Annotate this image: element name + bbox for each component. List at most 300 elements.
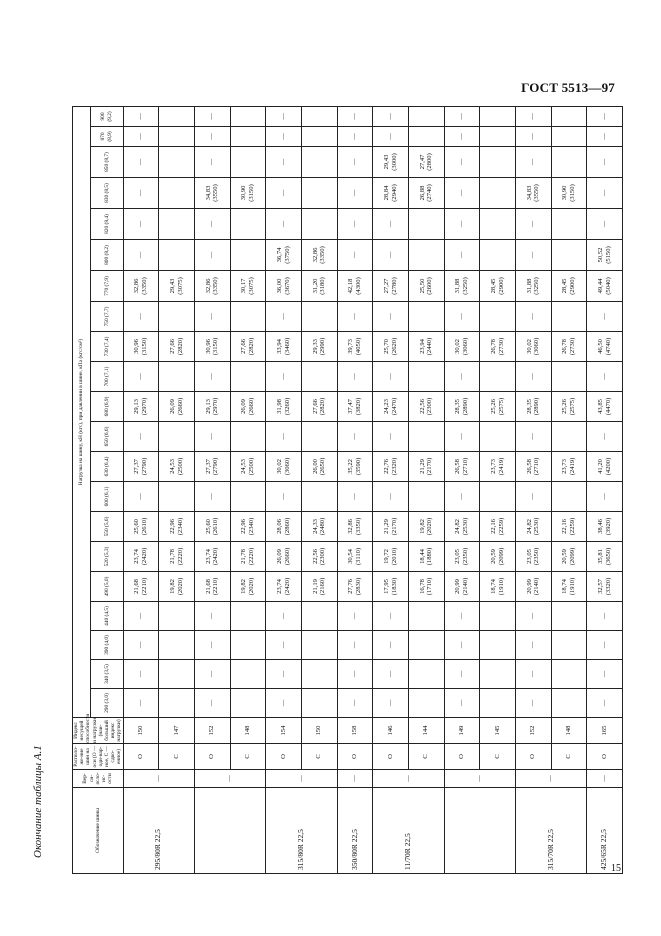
load-value-cell: 25,60 (2610)	[123, 512, 159, 542]
load-value-cell: —	[123, 362, 159, 392]
load-value-cell: 20,99 (2140)	[515, 572, 551, 602]
load-value-cell	[301, 127, 337, 147]
load-value-cell	[230, 602, 266, 631]
tire-designation: 295/80R 22,5	[123, 788, 194, 874]
config-cell: С	[408, 744, 444, 770]
load-value-cell: —	[266, 362, 302, 392]
load-value-cell: 22,16 (2259)	[551, 512, 587, 542]
index-cell: 150	[301, 718, 337, 744]
load-value-cell: —	[194, 660, 230, 689]
load-value-cell	[408, 660, 444, 689]
load-value-cell	[230, 660, 266, 689]
load-value-cell: —	[123, 482, 159, 512]
load-value-cell: —	[373, 209, 409, 240]
load-value-cell: —	[515, 689, 551, 718]
index-cell: 165	[587, 718, 623, 744]
load-value-cell: 26,09 (2660)	[266, 542, 302, 572]
load-value-cell	[551, 631, 587, 660]
load-value-cell	[230, 147, 266, 178]
load-value-cell: —	[444, 689, 480, 718]
load-value-cell: 30,90 (3150)	[230, 178, 266, 209]
load-value-cell	[480, 482, 516, 512]
pressure-header: 340 (3,5)	[90, 660, 123, 689]
load-value-cell: —	[123, 660, 159, 689]
load-value-cell: 24,33 (2480)	[301, 512, 337, 542]
load-value-cell: —	[266, 209, 302, 240]
load-value-cell: —	[444, 302, 480, 332]
load-value-cell: 32,57 (3320)	[587, 572, 623, 602]
load-value-cell: —	[337, 127, 373, 147]
load-value-cell: —	[373, 127, 409, 147]
index-cell: 145	[480, 718, 516, 744]
load-value-cell: 22,96 (2340)	[159, 512, 195, 542]
load-value-cell	[159, 107, 195, 127]
tire-designation: 315/80R 22,5	[266, 788, 337, 874]
load-value-cell: 32,86 (3350)	[337, 512, 373, 542]
load-value-cell: —	[444, 127, 480, 147]
load-value-cell: 25,70 (2620)	[373, 332, 409, 362]
pressure-header: 830 (8,5)	[90, 178, 123, 209]
load-value-cell	[301, 178, 337, 209]
load-value-cell: —	[587, 362, 623, 392]
load-value-cell: 31,20 (3180)	[301, 271, 337, 302]
load-value-cell: —	[373, 362, 409, 392]
load-value-cell	[301, 209, 337, 240]
load-value-cell: 27,27 (2780)	[373, 271, 409, 302]
load-value-cell: 23,74 (2420)	[266, 572, 302, 602]
load-value-cell: 28,84 (2940)	[373, 178, 409, 209]
pressure-header: 730 (7,4)	[90, 332, 123, 362]
config-cell: С	[551, 744, 587, 770]
load-value-cell	[480, 240, 516, 271]
load-value-cell: —	[444, 209, 480, 240]
load-value-cell: 33,94 (3460)	[266, 332, 302, 362]
load-value-cell: —	[587, 107, 623, 127]
pressure-header: 600 (6,1)	[90, 482, 123, 512]
load-value-cell: —	[337, 107, 373, 127]
table-caption: Окончание таблицы А.1	[32, 745, 44, 858]
index-cell: 148	[551, 718, 587, 744]
load-value-cell	[408, 689, 444, 718]
version-cell: —	[587, 770, 623, 788]
load-value-cell: 25,26 (2575)	[551, 392, 587, 422]
table-body	[123, 107, 622, 874]
load-value-cell: —	[194, 240, 230, 271]
load-value-cell: —	[123, 127, 159, 147]
load-value-cell: 32,86 (3350)	[123, 271, 159, 302]
config-cell: О	[515, 744, 551, 770]
load-value-cell: 22,56 (2300)	[408, 392, 444, 422]
load-value-cell: 29,13 (2970)	[194, 392, 230, 422]
pressure-header: 820 (8,4)	[90, 209, 123, 240]
load-value-cell: 23,74 (2420)	[123, 542, 159, 572]
load-value-cell: 19,82 (2020)	[408, 512, 444, 542]
load-value-cell: —	[515, 362, 551, 392]
load-value-cell: —	[373, 240, 409, 271]
load-value-cell: 19,72 (2010)	[373, 542, 409, 572]
load-value-cell	[159, 362, 195, 392]
pressure-header: 870 (8,9)	[90, 127, 123, 147]
pressure-header: 490 (5,0)	[90, 572, 123, 602]
load-value-cell: 30,90 (3150)	[551, 178, 587, 209]
load-value-cell	[159, 240, 195, 271]
load-value-cell: 36,74 (3750)	[266, 240, 302, 271]
load-value-cell: 30,02 (3060)	[266, 452, 302, 482]
pressure-header: 520 (5,3)	[90, 542, 123, 572]
version-cell: —	[123, 770, 194, 788]
load-value-cell: 26,58 (2710)	[444, 452, 480, 482]
load-value-cell: 21,78 (2220)	[230, 542, 266, 572]
load-value-cell	[230, 422, 266, 452]
load-value-cell	[159, 631, 195, 660]
load-value-cell	[551, 209, 587, 240]
load-value-cell	[230, 631, 266, 660]
load-value-cell: 30,96 (3150)	[194, 332, 230, 362]
load-value-cell: 22,56 (2300)	[301, 542, 337, 572]
col-load-header: Нагрузка на шину, кН (кгс), при давлении в шине, кПа (кгс/см²)	[73, 107, 91, 718]
load-value-cell: —	[123, 422, 159, 452]
load-value-cell: 31,88 (3250)	[444, 271, 480, 302]
load-value-cell: —	[337, 482, 373, 512]
load-value-cell	[551, 689, 587, 718]
load-value-cell: 22,16 (2259)	[480, 512, 516, 542]
pressure-header: 770 (7,9)	[90, 271, 123, 302]
config-cell: О	[337, 744, 373, 770]
load-value-cell: —	[515, 147, 551, 178]
load-value-cell: —	[123, 107, 159, 127]
load-value-cell	[480, 178, 516, 209]
load-value-cell: 26,09 (2660)	[159, 392, 195, 422]
load-value-cell: 38,46 (3920)	[587, 512, 623, 542]
load-value-cell: —	[373, 602, 409, 631]
config-cell: О	[266, 744, 302, 770]
load-value-cell: 27,47 (2800)	[408, 147, 444, 178]
load-value-cell: —	[444, 240, 480, 271]
load-value-cell: 28,35 (2890)	[515, 392, 551, 422]
table-container	[72, 106, 612, 874]
load-value-cell	[408, 127, 444, 147]
table-row	[301, 107, 337, 874]
load-value-cell: —	[194, 689, 230, 718]
pressure-header: 650 (6,6)	[90, 422, 123, 452]
index-cell: 154	[266, 718, 302, 744]
table-head	[73, 107, 124, 874]
load-value-cell: 34,83 (3550)	[194, 178, 230, 209]
load-value-cell	[551, 127, 587, 147]
load-value-cell: 27,76 (2830)	[337, 572, 373, 602]
load-value-cell: —	[444, 107, 480, 127]
load-value-cell: 22,76 (2320)	[373, 452, 409, 482]
table-row	[373, 107, 409, 874]
load-value-cell: 23,73 (2419)	[551, 452, 587, 482]
table-row	[408, 107, 444, 874]
load-value-cell: 24,82 (2530)	[515, 512, 551, 542]
load-value-cell: —	[587, 602, 623, 631]
load-value-cell: 28,06 (2860)	[266, 512, 302, 542]
load-value-cell: —	[515, 482, 551, 512]
load-value-cell	[159, 482, 195, 512]
load-value-cell: 27,66 (2820)	[230, 332, 266, 362]
load-value-cell: —	[194, 482, 230, 512]
load-value-cell: 27,66 (2820)	[159, 332, 195, 362]
load-value-cell: 24,82 (2530)	[444, 512, 480, 542]
load-value-cell: —	[444, 422, 480, 452]
table-row	[480, 107, 516, 874]
load-value-cell	[301, 107, 337, 127]
load-value-cell	[159, 689, 195, 718]
load-value-cell: 28,35 (2890)	[444, 392, 480, 422]
load-value-cell: 34,83 (3550)	[515, 178, 551, 209]
load-value-cell: 25,26 (2575)	[480, 392, 516, 422]
load-value-cell: 21,78 (2220)	[159, 542, 195, 572]
tire-designation: 315/70R 22,5	[515, 788, 586, 874]
load-value-cell: 37,47 (3820)	[337, 392, 373, 422]
col-designation: Обозначение шины	[73, 788, 124, 874]
pressure-header: 630 (6,4)	[90, 452, 123, 482]
load-value-cell: —	[373, 631, 409, 660]
load-value-cell: —	[266, 602, 302, 631]
load-value-cell	[159, 127, 195, 147]
load-value-cell: —	[194, 302, 230, 332]
load-value-cell	[480, 107, 516, 127]
load-value-cell	[551, 602, 587, 631]
load-value-cell: —	[194, 602, 230, 631]
table-row	[194, 107, 230, 874]
load-value-cell	[408, 209, 444, 240]
load-value-cell: 21,68 (2210)	[194, 572, 230, 602]
index-cell: 148	[230, 718, 266, 744]
load-value-cell: 23,73 (2419)	[480, 452, 516, 482]
load-value-cell: —	[515, 209, 551, 240]
load-value-cell: —	[587, 422, 623, 452]
pressure-header: 800 (8,2)	[90, 240, 123, 271]
index-cell: 149	[444, 718, 480, 744]
table-row	[230, 107, 266, 874]
load-value-cell: —	[587, 482, 623, 512]
load-value-cell: —	[337, 422, 373, 452]
config-cell: С	[159, 744, 195, 770]
load-value-cell: —	[266, 107, 302, 127]
version-cell: —	[373, 770, 444, 788]
config-cell: С	[480, 744, 516, 770]
load-value-cell: —	[444, 631, 480, 660]
config-cell: О	[194, 744, 230, 770]
load-value-cell	[230, 302, 266, 332]
load-value-cell	[551, 422, 587, 452]
load-value-cell: 20,99 (2140)	[444, 572, 480, 602]
load-value-cell: 30,02 (3060)	[444, 332, 480, 362]
load-value-cell: —	[337, 240, 373, 271]
load-value-cell: —	[373, 660, 409, 689]
tire-designation: 350/80R 22,5	[337, 788, 373, 874]
load-value-cell: —	[337, 631, 373, 660]
load-value-cell	[301, 147, 337, 178]
load-value-cell: —	[444, 178, 480, 209]
load-value-cell: 31,88 (3250)	[515, 271, 551, 302]
load-value-cell	[480, 422, 516, 452]
index-cell: 146	[373, 718, 409, 744]
load-value-cell: —	[337, 178, 373, 209]
load-value-cell	[408, 422, 444, 452]
load-value-cell: —	[515, 127, 551, 147]
load-value-cell: —	[266, 127, 302, 147]
table-row	[551, 107, 587, 874]
index-cell: 152	[515, 718, 551, 744]
load-value-cell: 27,37 (2790)	[123, 452, 159, 482]
load-value-cell	[408, 107, 444, 127]
load-value-cell: 39,73 (4050)	[337, 332, 373, 362]
load-value-cell: 26,78 (2730)	[480, 332, 516, 362]
load-value-cell: —	[266, 178, 302, 209]
load-value-cell: —	[266, 660, 302, 689]
config-cell: О	[444, 744, 480, 770]
load-value-cell	[408, 240, 444, 271]
load-value-cell	[408, 482, 444, 512]
table-row	[337, 107, 373, 874]
load-value-cell: 32,86 (3350)	[194, 271, 230, 302]
load-value-cell	[301, 602, 337, 631]
index-cell: 158	[337, 718, 373, 744]
index-cell: 150	[123, 718, 159, 744]
tire-designation	[444, 788, 515, 874]
load-value-cell: —	[587, 209, 623, 240]
load-value-cell: —	[337, 362, 373, 392]
load-value-cell	[480, 302, 516, 332]
load-value-cell: 29,43 (3075)	[159, 271, 195, 302]
load-value-cell: —	[123, 209, 159, 240]
load-value-cell: 18,74 (1910)	[480, 572, 516, 602]
load-value-cell	[159, 209, 195, 240]
load-value-cell: —	[444, 482, 480, 512]
load-value-cell	[159, 178, 195, 209]
pressure-header: 440 (4,5)	[90, 602, 123, 631]
load-value-cell: —	[444, 602, 480, 631]
load-value-cell: —	[123, 302, 159, 332]
load-value-cell	[551, 302, 587, 332]
load-value-cell: 23,94 (2440)	[408, 332, 444, 362]
pressure-header: 550 (5,6)	[90, 512, 123, 542]
config-cell: С	[230, 744, 266, 770]
load-value-cell: 18,74 (1910)	[551, 572, 587, 602]
load-value-cell: 26,58 (2710)	[515, 452, 551, 482]
version-cell: —	[266, 770, 337, 788]
load-value-cell	[408, 362, 444, 392]
load-value-cell: —	[337, 689, 373, 718]
load-value-cell	[480, 127, 516, 147]
load-value-cell: 36,00 (3670)	[266, 271, 302, 302]
load-value-cell: —	[337, 660, 373, 689]
load-value-cell	[230, 689, 266, 718]
load-value-cell: —	[515, 660, 551, 689]
pressure-header: 850 (8,7)	[90, 147, 123, 178]
load-value-cell: 25,50 (2600)	[408, 271, 444, 302]
load-value-cell	[551, 240, 587, 271]
load-value-cell: —	[587, 631, 623, 660]
load-value-cell: —	[515, 422, 551, 452]
load-value-cell: 49,44 (5040)	[587, 271, 623, 302]
pressure-header: 900 (9,2)	[90, 107, 123, 127]
load-value-cell: 27,37 (2790)	[194, 452, 230, 482]
pressure-header: 700 (7,1)	[90, 362, 123, 392]
load-value-cell	[230, 107, 266, 127]
load-value-cell: 26,78 (2730)	[551, 332, 587, 362]
load-value-cell: 27,66 (2820)	[301, 392, 337, 422]
load-value-cell: —	[515, 302, 551, 332]
load-value-cell: 30,54 (3110)	[337, 542, 373, 572]
pressure-header: 390 (4,0)	[90, 631, 123, 660]
load-value-cell: —	[194, 147, 230, 178]
load-value-cell	[301, 422, 337, 452]
load-value-cell: —	[515, 631, 551, 660]
load-value-cell: 41,20 (4200)	[587, 452, 623, 482]
load-value-cell	[301, 660, 337, 689]
load-value-cell: 50,52 (5150)	[587, 240, 623, 271]
load-value-cell: 21,19 (2160)	[301, 572, 337, 602]
tire-designation: 11/70R 22,5	[373, 788, 444, 874]
load-value-cell	[159, 302, 195, 332]
load-value-cell: 30,96 (3150)	[123, 332, 159, 362]
load-value-cell	[230, 209, 266, 240]
pressure-header: 680 (6,9)	[90, 392, 123, 422]
load-value-cell: —	[266, 302, 302, 332]
load-value-cell: 25,60 (2610)	[194, 512, 230, 542]
load-value-cell: 16,78 (1710)	[408, 572, 444, 602]
load-value-cell: 19,82 (2020)	[159, 572, 195, 602]
load-value-cell: —	[587, 660, 623, 689]
table-row	[266, 107, 302, 874]
table-row	[515, 107, 551, 874]
load-value-cell: 26,00 (2650)	[301, 452, 337, 482]
version-cell: —	[194, 770, 265, 788]
pressure-header: 290 (3,0)	[90, 689, 123, 718]
load-value-cell: —	[587, 178, 623, 209]
load-value-cell: —	[266, 689, 302, 718]
table-row	[123, 107, 159, 874]
load-value-cell	[301, 482, 337, 512]
page-number: 15	[611, 863, 621, 874]
load-value-cell: 17,95 (1830)	[373, 572, 409, 602]
load-value-cell: 21,68 (2210)	[123, 572, 159, 602]
load-value-cell: 19,82 (2020)	[230, 572, 266, 602]
config-cell: О	[123, 744, 159, 770]
load-value-cell	[408, 631, 444, 660]
load-value-cell: —	[266, 631, 302, 660]
load-value-cell: —	[123, 602, 159, 631]
load-value-cell: —	[194, 631, 230, 660]
config-cell: О	[587, 744, 623, 770]
load-value-cell: —	[194, 209, 230, 240]
load-value-cell: —	[266, 482, 302, 512]
load-value-cell	[301, 689, 337, 718]
load-value-cell: 22,96 (2340)	[230, 512, 266, 542]
load-value-cell: —	[444, 660, 480, 689]
load-value-cell	[408, 302, 444, 332]
load-value-cell	[408, 602, 444, 631]
load-value-cell: 23,05 (2350)	[515, 542, 551, 572]
load-value-cell: 28,45 (2900)	[551, 271, 587, 302]
load-value-cell	[159, 660, 195, 689]
load-value-cell: —	[123, 178, 159, 209]
load-value-cell: 35,81 (3650)	[587, 542, 623, 572]
load-value-cell: —	[337, 209, 373, 240]
load-value-cell	[551, 660, 587, 689]
load-value-cell: 21,29 (2170)	[373, 512, 409, 542]
config-cell: С	[301, 744, 337, 770]
load-value-cell: 24,53 (2500)	[230, 452, 266, 482]
load-value-cell: —	[194, 422, 230, 452]
load-value-cell: —	[123, 147, 159, 178]
load-value-cell: 26,88 (2740)	[408, 178, 444, 209]
